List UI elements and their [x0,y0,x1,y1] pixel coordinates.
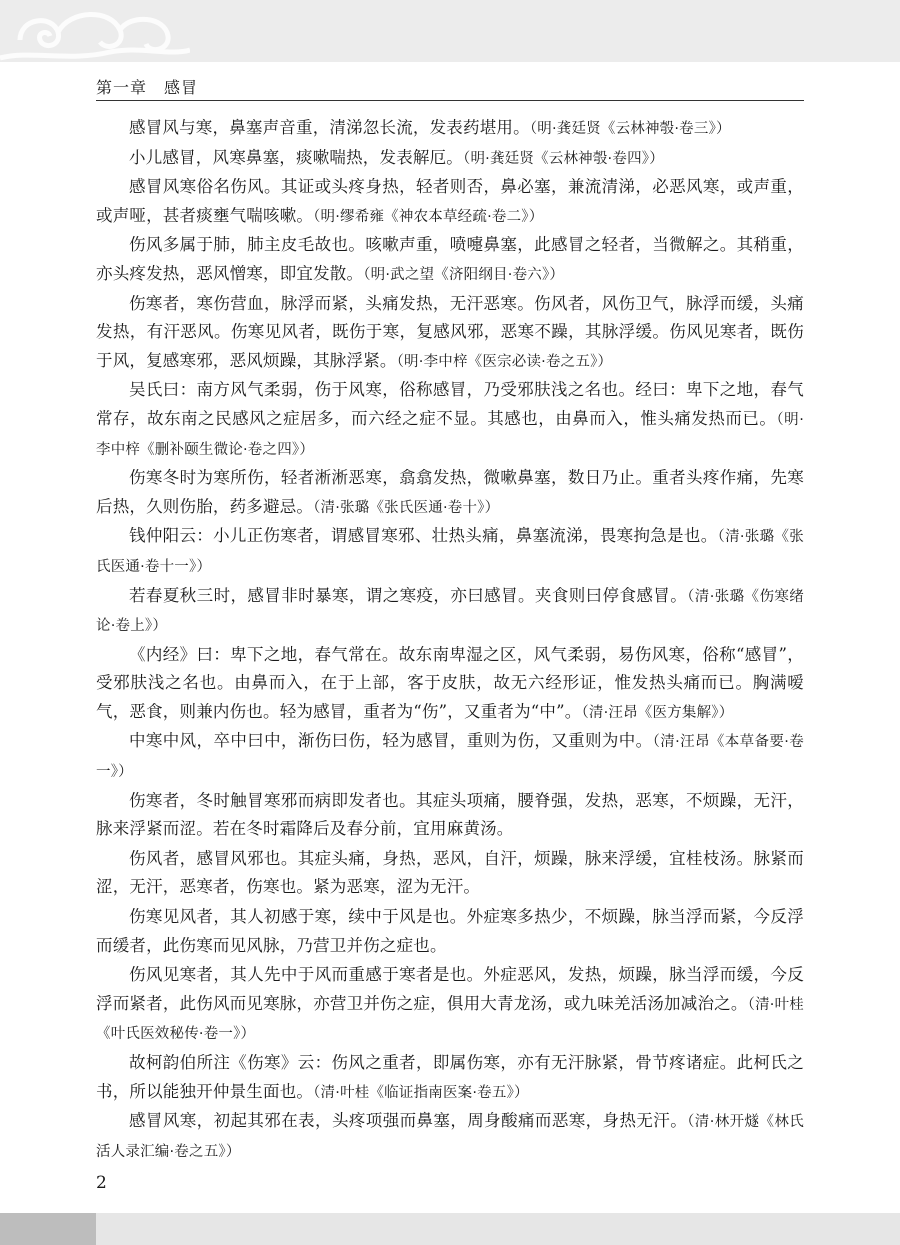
citation: （清·张璐《伤寒绪论·卷上》） [96,588,804,635]
citation: （清·叶桂《临证指南医案·卷五》） [313,1084,529,1101]
paragraph: 伤寒见风者，其人初感于寒，续中于风是也。外症寒多热少，不烦躁，脉当浮而紧，今反浮而缓者，此伤寒而见风脉，乃营卫并伤之症也。 [96,907,804,955]
main-text [96,114,804,1166]
header-band [0,0,900,62]
cloud-ornament-icon [0,0,190,62]
paragraph: 中寒中风，卒中曰中，渐伤曰伤，轻为感冒，重则为伤，又重则为中。（清·汪昂《本草备要·卷一》） [96,731,805,781]
citation: （明·李中梓《删补颐生微论·卷之四》） [96,411,805,458]
paragraph: 小儿感冒，风寒鼻塞，痰嗽喘热，发表解厄。（明·龚廷贤《云林神彀·卷四》） [129,147,664,167]
citation: （清·张璐《张氏医通·卷十》） [313,499,500,516]
paragraph: 伤风者，感冒风邪也。其症头痛，身热，恶风，自汗，烦躁，脉来浮缓，宜桂枝汤。脉紧而涩，无汗，恶寒者，伤寒也。紧为恶寒，涩为无汗。 [96,848,804,897]
footer-band [0,1213,900,1245]
citation: （明·龚廷贤《云林神彀·卷三》） [529,121,731,137]
paragraph: 故柯韵伯所注《伤寒》云：伤风之重者，即属伤寒，亦有无汗脉紧，骨节疼诸症。此柯氏之书，所以能独开仲景生面也。（清·叶桂《临证指南医案·卷五》） [96,1053,804,1101]
paragraph: 吴氏曰：南方风气柔弱，伤于风寒，俗称感冒，乃受邪肤浅之名也。经曰：卑下之地，春气常存，故东南之民感风之症居多，而六经之症不显。其感也，由鼻而入，惟头痛发热而已。（明·李中梓《删补颐生微论·卷之四》） [96,380,805,458]
citation: （明·武之望《济阳纲目·卷六》） [363,266,565,283]
paragraph: 伤风多属于肺，肺主皮毛故也。咳嗽声重，喷嚏鼻塞，此感冒之轻者，当微解之。其稍重，亦头疼发热，恶风憎寒，即宜发散。（明·武之望《济阳纲目·卷六》） [96,235,804,283]
paragraph: 伤寒冬时为寒所伤，轻者淅淅恶寒，翕翕发热，微嗽鼻塞，数日乃止。重者头疼作痛，先寒后热，久则伤胎，药多避忌。（清·张璐《张氏医通·卷十》） [96,468,804,516]
paragraph: 若春夏秋三时，感冒非时暴寒，谓之寒疫，亦曰感冒。夹食则曰停食感冒。（清·张璐《伤寒绪论·卷上》） [96,585,804,635]
citation: （清·叶桂《叶氏医效秘传·卷一》） [96,996,804,1043]
paragraph: 《内经》曰：卑下之地，春气常在。故东南卑湿之区，风气柔弱，易伤风寒，俗称“感冒”，受邪肤浅之名也。由鼻而入，在于上部，客于皮肤，故无六经形证，惟发热头痛而已。胸满嗳气，恶食，则兼内伤也。轻为感冒，重者为“伤”，又重者为“中”。（清·汪昂《医方集解》） [96,644,804,721]
citation: （清·汪昂《医方集解》） [581,704,734,721]
citation: （清·张璐《张氏医通·卷十一》） [96,529,804,575]
page-number: 2 [96,1173,107,1193]
header-rule [96,100,804,101]
chapter-title: 第一章 感冒 [96,78,199,97]
footer-band-accent [0,1213,96,1245]
paragraph: 感冒风寒，初起其邪在表，头疼项强而鼻塞，周身酸痛而恶寒，身热无汗。（清·林开燧《林氏活人录汇编·卷之五》） [96,1111,804,1160]
paragraph: 感冒风寒俗名伤风。其证或头疼身热，轻者则否，鼻必塞，兼流清涕，必恶风寒，或声重，或声哑，甚者痰壅气喘咳嗽。（明·缪希雍《神农本草经疏·卷二》） [96,177,804,225]
citation: （明·缪希雍《神农本草经疏·卷二》） [313,208,544,225]
paragraph: 伤寒者，寒伤营血，脉浮而紧，头痛发热，无汗恶寒。伤风者，风伤卫气，脉浮而缓，头痛发热，有汗恶风。伤寒见风者，既伤于寒，复感风邪，恶寒不躁，其脉浮缓。伤风见寒者，既伤于风，复感寒邪，恶风烦躁，其脉浮紧。（明·李中梓《医宗必读·卷之五》） [96,293,804,370]
paragraph: 感冒风与寒，鼻塞声音重，清涕忽长流，发表药堪用。（明·龚廷贤《云林神彀·卷三》） [129,118,731,137]
paragraph: 钱仲阳云：小儿正伤寒者，谓感冒寒邪、壮热头痛，鼻塞流涕，畏寒拘急是也。（清·张璐《张氏医通·卷十一》） [96,526,804,575]
paragraph: 伤寒者，冬时触冒寒邪而病即发者也。其症头项痛，腰脊强，发热，恶寒，不烦躁，无汗，脉来浮紧而涩。若在冬时霜降后及春分前，宜用麻黄汤。 [96,790,804,839]
citation: （清·汪昂《本草备要·卷一》） [96,734,805,781]
paragraph: 伤风见寒者，其人先中于风而重感于寒者是也。外症恶风，发热，烦躁，脉当浮而缓，今反浮而紧者，此伤风而见寒脉，亦营卫并伤之症，俱用大青龙汤，或九味羌活汤加减治之。（清·叶桂《叶氏医效秘传·卷一》） [96,965,804,1043]
citation: （清·林开燧《林氏活人录汇编·卷之五》） [96,1114,804,1160]
citation: （明·李中梓《医宗必读·卷之五》） [396,353,613,370]
citation: （明·龚廷贤《云林神彀·卷四》） [463,150,664,167]
